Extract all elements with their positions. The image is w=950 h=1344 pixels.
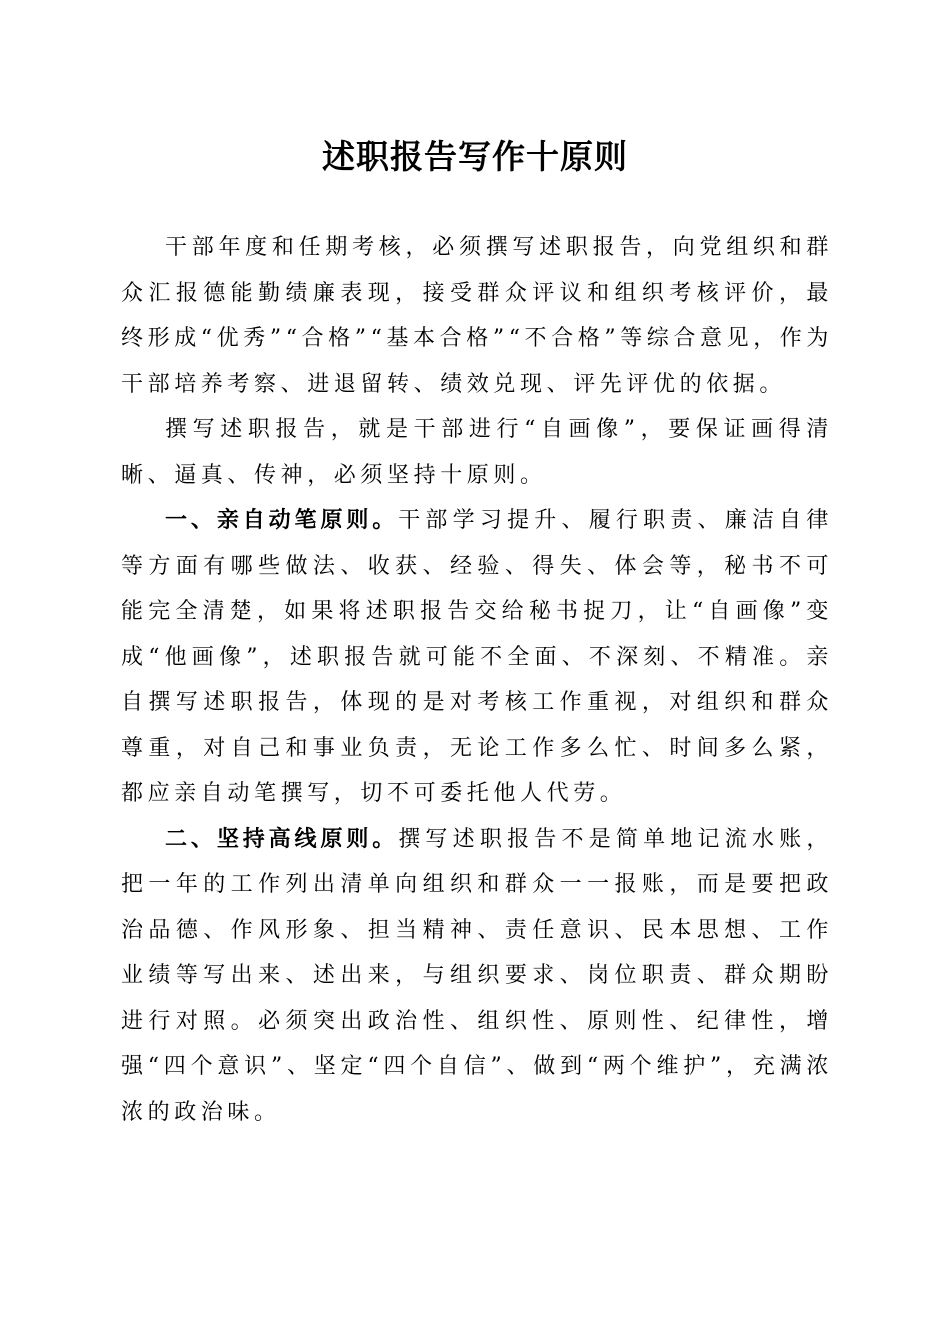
principle-heading: 二、坚持高线原则。	[165, 826, 399, 852]
document-body	[121, 225, 833, 1135]
paragraph-text: 干部学习提升、履行职责、廉洁自律等方面有哪些做法、收获、经验、得失、体会等，秘书不可能完全清楚，如果将述职报告交给秘书捉刀，让“自画像”变成“他画像”，述职报告就可能不全面、不深刻、不精准。亲自撰写述职报告，体现的是对考核工作重视，对组织和群众尊重，对自己和事业负责，无论工作多么忙、时间多么紧，都应亲自动笔撰写，切不可委托他人代劳。	[121, 508, 833, 806]
paragraph-intro	[121, 225, 833, 407]
principle-heading: 一、亲自动笔原则。	[165, 508, 399, 533]
paragraph-text: 撰写述职报告不是简单地记流水账，把一年的工作列出清单向组织和群众一一报账，而是要把政治品德、作风形象、担当精神、责任意识、民本思想、工作业绩等写出来、述出来，与组织要求、岗位职责、群众期盼进行对照。必须突出政治性、组织性、原则性、纪律性，增强“四个意识”、坚定“四个自信”、做到“两个维护”，充满浓浓的政治味。	[121, 826, 833, 1125]
paragraph-text: 撰写述职报告，就是干部进行“自画像”，要保证画得清晰、逼真、传神，必须坚持十原则。	[121, 417, 833, 488]
document-title: 述职报告写作十原则	[322, 137, 628, 176]
paragraph-text: 干部年度和任期考核，必须撰写述职报告，向党组织和群众汇报德能勤绩廉表现，接受群众评议和组织考核评价，最终形成“优秀”“合格”“基本合格”“不合格”等综合意见，作为干部培养考察、进退留转、绩效兑现、评先评优的依据。	[121, 235, 833, 397]
paragraph-purpose	[121, 407, 833, 498]
paragraph-principle-2	[121, 817, 833, 1136]
paragraph-principle-1	[121, 498, 833, 817]
